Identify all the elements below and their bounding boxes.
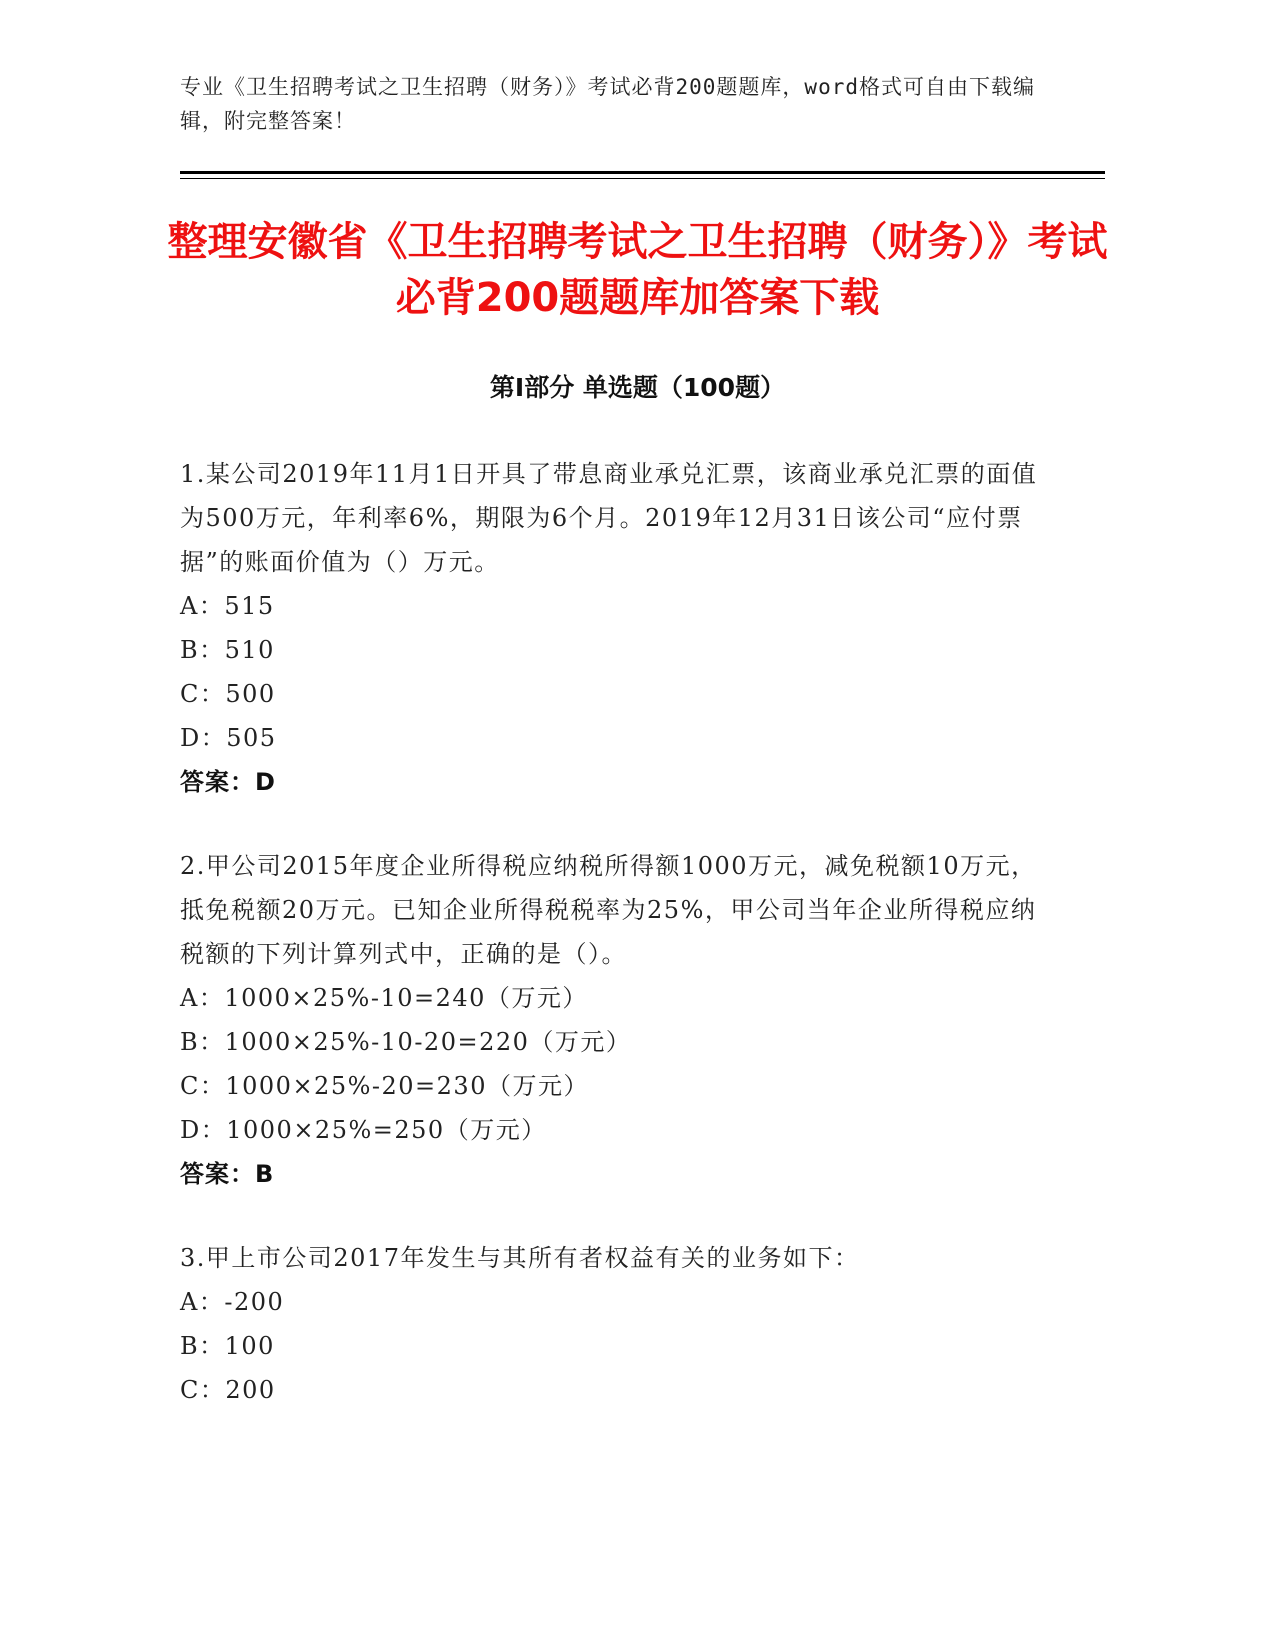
question-text: 2.甲公司2015年度企业所得税应纳税所得额1000万元，减免税额10万元，抵免税额20万元。已知企业所得税税率为25%，甲公司当年企业所得税应纳税额的下列计算列式中，正确的是（）。 — [180, 852, 1037, 968]
intro-text: 专业《卫生招聘考试之卫生招聘（财务）》考试必背200题题库，word格式可自由下载编辑，附完整答案！ — [180, 75, 1035, 133]
question-text: 1.某公司2019年11月1日开具了带息商业承兑汇票，该商业承兑汇票的面值为500万元，年利率6%，期限为6个月。2019年12月31日该公司“应付票据”的账面价值为（）万元。 — [180, 460, 1038, 576]
answer: 答案：D — [180, 768, 276, 796]
answer: 答案：B — [180, 1160, 275, 1188]
question-1 — [180, 452, 1040, 804]
option-d: D：505 — [180, 724, 277, 752]
question-text: 3.甲上市公司2017年发生与其所有者权益有关的业务如下： — [180, 1244, 860, 1272]
option-c: C：200 — [180, 1376, 276, 1404]
document-title: 整理安徽省《卫生招聘考试之卫生招聘（财务）》考试必背200题题库加答案下载 — [167, 219, 1108, 321]
option-b: B：1000×25%-10-20=220（万元） — [180, 1028, 632, 1056]
header-rule-thick — [180, 171, 1105, 174]
option-b: B：510 — [180, 636, 275, 664]
question-3 — [180, 1236, 1040, 1412]
section-heading: 第I部分 单选题（100题） — [489, 373, 786, 402]
option-a: A：1000×25%-10=240（万元） — [180, 984, 588, 1012]
option-a: A：515 — [180, 592, 275, 620]
option-a: A：-200 — [180, 1288, 285, 1316]
option-c: C：1000×25%-20=230（万元） — [180, 1072, 589, 1100]
option-c: C：500 — [180, 680, 276, 708]
question-2 — [180, 844, 1040, 1196]
option-b: B：100 — [180, 1332, 275, 1360]
header-rule-thin — [180, 178, 1105, 179]
option-d: D：1000×25%=250（万元） — [180, 1116, 547, 1144]
